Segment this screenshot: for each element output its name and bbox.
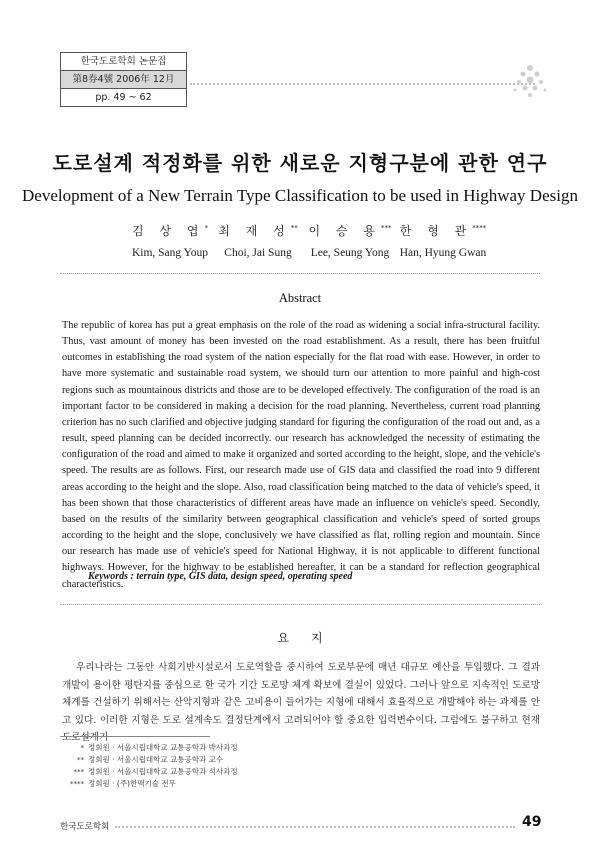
author-4-english: Han, Hyung Gwan (399, 247, 487, 259)
yoji-body: 우리나라는 그동안 사회기반시설로서 도로역할을 중시하여 도로부문에 매년 대규모 예산을 투입했다. 그 결과 개발이 용이한 평탄지를 중심으로 한 국가 기간 도로망 체계 확보에 결실이 있었다. 그러나 앞으로 지속적인 도로망 체계를 건설하기 위해서는 산악지형과 같은 고비용이 들어가는 지형에 대해서 효율적으로 개발해야 하는 과제를 안고 있다. 이러한 지형은 도로 설계속도 결정단계에서 고려되어야 할 중요한 입력변수이다. 그럼에도 불구하고 현재 도로설계기 (62, 662, 540, 743)
footnotes (62, 742, 238, 790)
author-3-english: Lee, Seung Yong (310, 247, 390, 259)
abstract-body: The republic of korea has put a great emphasis on the role of the road as widening a social infra-structural facility. Thus, vast amount of money has been invested on the road establishment. As a result, there has been fruitful outcomes in establishing the road system of the nation especially for the flat road with ease. However, in order to have more systematic and sustainable road system, we should turn our attention to more painful and high-cost regions such as mountainous districts and those are to be developed effectively. The configuration of the road is an important factor to be considered in making a decision for the road planning. Nevertheless, current road planning criterion has no such clarified and objective judging standard for figuring the configuration of the road out and, as a result, speed planning can be decided incorrectly. our research has acknowledged the necessity of estimating the configuration of the road and aimed to make it organized and sorted according to the height, slope, and the vehicle's speed. The results are as follows. First, our research made use of GIS data and classified the road into 9 different areas according to the height and the slope. Also, road classification being matched to the data of vehicle's speed, it has been shown that those characteristics of different areas have made an influence on vehicle's speed. Secondly, based on the results of the similarity between geographical classification and vehicle's speed of sorted groups according to the height and the slope, conclusively we have classified as flat, rolling region and mountain. Since our research has made use of vehicle's speed for National Highway, it is not applicable to different functional highways. However, for the highway to be established hereafter, it can be a standard for reflection geographical characteristics. (62, 320, 540, 590)
footnote-2: ** 정회원 · 서울시립대학교 교통공학과 교수 (77, 755, 224, 764)
author-3-korean: 이 승 용 (308, 224, 381, 238)
section-divider-2 (60, 604, 540, 605)
journal-info-box (60, 52, 187, 107)
author-1-english: Kim, Sang Youp (131, 247, 209, 259)
author-2-korean: 최 재 성 (218, 224, 291, 238)
section-divider (60, 273, 540, 274)
page-number: 49 (522, 814, 542, 830)
decorative-ornament-icon (505, 58, 555, 108)
abstract-heading: Abstract (278, 291, 322, 305)
footnote-rule (60, 736, 210, 737)
header-dotted-rule (190, 83, 535, 85)
footnote-4: **** 정회원 · (주)한맥기술 전무 (70, 779, 176, 788)
author-4-mark: **** (472, 224, 487, 232)
author-1-korean: 김 상 엽 (132, 224, 205, 238)
author-2-mark: ** (290, 224, 298, 232)
author-2-english: Choi, Jai Sung (224, 247, 292, 259)
author-4 (388, 222, 498, 259)
journal-pages: pp. 49 ~ 62 (61, 88, 186, 106)
footer-dotted-rule (115, 826, 515, 828)
footnote-3: *** 정회원 · 서울시립대학교 교통공학과 석사과정 (73, 767, 238, 776)
yoji-heading: 요지 (277, 631, 345, 645)
author-4-korean: 한 형 관 (399, 224, 473, 238)
author-1-mark: * (204, 224, 208, 232)
journal-volume: 第8券4號 2006年 12月 (61, 70, 186, 88)
author-3-mark: *** (380, 224, 392, 232)
footnote-1: * 정회원 · 서울시립대학교 교통공학과 박사과정 (80, 743, 238, 752)
title-korean: 도로설계 적정화를 위한 새로운 지형구분에 관한 연구 (52, 151, 548, 175)
journal-name: 한국도로학회 논문집 (80, 56, 167, 67)
footer-society: 한국도로학회 (60, 822, 110, 832)
title-english: Development of a New Terrain Type Classification to be used in Highway Design (22, 186, 578, 205)
keywords: Keywords : terrain type, GIS data, design speed, operating speed (88, 571, 353, 582)
